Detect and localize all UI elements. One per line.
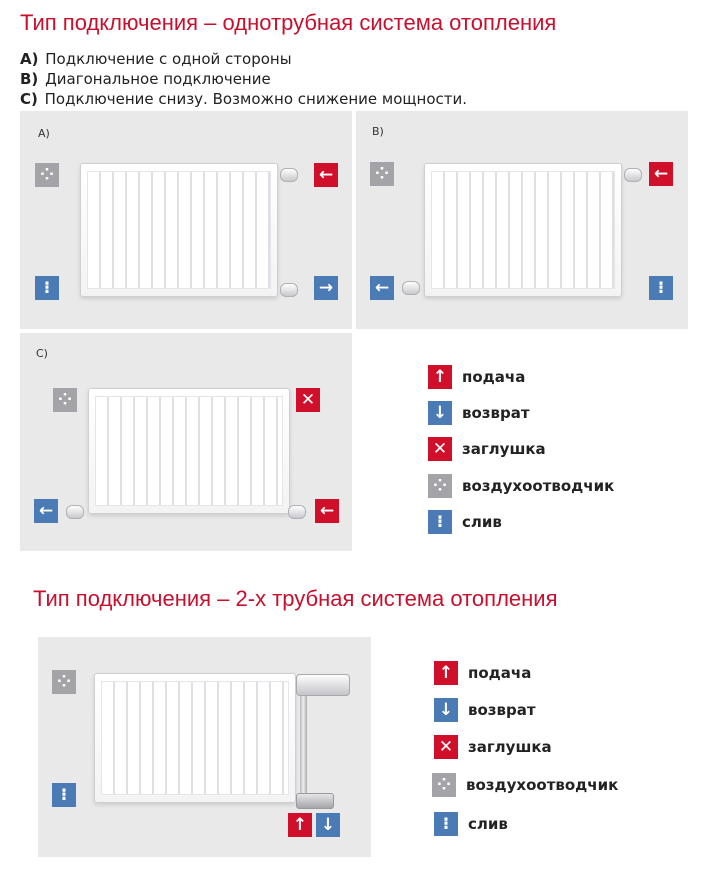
plug-x-icon: ✕ xyxy=(434,735,458,759)
return-arrow-right-icon: → xyxy=(314,276,338,300)
return-arrow-down-icon: ↓ xyxy=(316,813,340,837)
drain-icon: ⁝ xyxy=(35,276,59,300)
plug-x-icon: ✕ xyxy=(296,388,320,412)
air-vent-icon: ⁘ xyxy=(428,474,452,498)
return-arrow-left-icon: ← xyxy=(370,276,394,300)
section2-title: Тип подключения – 2-х трубная система отопления xyxy=(33,586,558,611)
air-vent-icon: ⁘ xyxy=(35,163,59,187)
drain-icon: ⁝ xyxy=(428,510,452,534)
panel-c-label: C) xyxy=(36,347,48,360)
legend-label: заглушка xyxy=(462,440,546,458)
option-c-text: Подключение снизу. Возможно снижение мощности. xyxy=(44,90,467,108)
legend2-item-air-vent xyxy=(432,773,618,797)
radiator-b xyxy=(424,163,622,297)
supply-arrow-up-icon: ↑ xyxy=(288,813,312,837)
panel-b xyxy=(356,111,688,329)
option-a-prefix: A) xyxy=(20,50,39,68)
valve-fitting xyxy=(402,281,420,295)
legend2-item-drain xyxy=(434,812,508,836)
air-vent-icon: ⁘ xyxy=(432,773,456,797)
return-arrow-down-icon: ↓ xyxy=(428,401,452,425)
radiator-two-pipe xyxy=(94,673,296,803)
supply-arrow-left-icon: ← xyxy=(315,499,339,523)
legend-item-return xyxy=(428,401,530,425)
panel-two-pipe xyxy=(38,637,371,857)
legend-label: воздухоотводчик xyxy=(462,477,615,495)
legend2-item-supply xyxy=(434,661,531,685)
option-c-prefix: C) xyxy=(20,90,38,108)
valve-fitting xyxy=(280,168,298,182)
legend-item-plug xyxy=(428,437,546,461)
valve-fitting xyxy=(66,505,84,519)
legend-item-air-vent xyxy=(428,474,614,498)
option-b-text: Диагональное подключение xyxy=(45,70,271,88)
option-b-line xyxy=(20,70,271,88)
legend-label: подача xyxy=(462,368,526,386)
option-a-text: Подключение с одной стороны xyxy=(45,50,292,68)
legend-label: заглушка xyxy=(468,738,552,756)
legend-label: воздухоотводчик xyxy=(466,776,619,794)
valve-fitting xyxy=(280,283,298,297)
air-vent-icon: ⁘ xyxy=(370,162,394,186)
legend-label: слив xyxy=(468,815,508,833)
drain-icon: ⁝ xyxy=(52,783,76,807)
supply-arrow-left-icon: ← xyxy=(314,163,338,187)
legend-item-drain xyxy=(428,510,502,534)
valve-fitting xyxy=(288,505,306,519)
option-b-prefix: B) xyxy=(20,70,39,88)
section1-title: Тип подключения – однотрубная система отопления xyxy=(20,10,557,35)
panel-a-label: A) xyxy=(38,127,50,140)
legend-label: возврат xyxy=(468,701,536,719)
supply-arrow-up-icon: ↑ xyxy=(434,661,458,685)
supply-arrow-left-icon: ← xyxy=(649,162,673,186)
return-arrow-down-icon: ↓ xyxy=(434,698,458,722)
radiator-a xyxy=(80,163,278,297)
air-vent-icon: ⁘ xyxy=(52,670,76,694)
option-a-line xyxy=(20,50,292,68)
panel-c xyxy=(20,333,352,551)
legend-label: возврат xyxy=(462,404,530,422)
bottom-valve xyxy=(296,793,334,809)
legend-label: слив xyxy=(462,513,502,531)
valve-fitting xyxy=(624,168,642,182)
legend2-item-plug xyxy=(434,735,552,759)
legend-label: подача xyxy=(468,664,532,682)
riser-pipe xyxy=(300,685,307,803)
thermostatic-valve xyxy=(296,674,350,696)
drain-icon: ⁝ xyxy=(649,276,673,300)
legend2-item-return xyxy=(434,698,536,722)
legend-item-supply xyxy=(428,365,525,389)
return-arrow-left-icon: ← xyxy=(34,499,58,523)
drain-icon: ⁝ xyxy=(434,812,458,836)
radiator-c xyxy=(88,388,290,514)
plug-x-icon: ✕ xyxy=(428,437,452,461)
option-c-line xyxy=(20,90,467,108)
supply-arrow-up-icon: ↑ xyxy=(428,365,452,389)
panel-b-label: B) xyxy=(372,125,384,138)
air-vent-icon: ⁘ xyxy=(53,388,77,412)
panel-a xyxy=(20,111,352,329)
